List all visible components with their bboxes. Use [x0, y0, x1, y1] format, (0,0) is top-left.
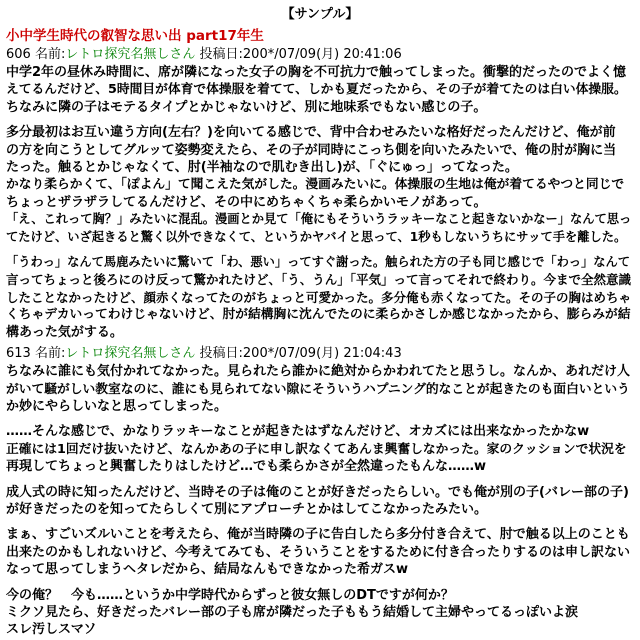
- post-number: 613: [6, 346, 31, 362]
- post-list: [6, 46, 634, 639]
- text-line: たった。触るとかじゃなくて、肘(半袖なので肌むき出し)が、「ぐにゅっ」ってなった。: [6, 160, 518, 176]
- text-line: 正確には1回だけ抜いたけど、なんかあの子に申し訳なくてあんま興奮しなかった。家のクッションで状況を: [6, 441, 627, 457]
- post-date: 200*/07/09(月) 20:41:06: [242, 47, 402, 62]
- poster-name: レトロ探究名無しさん: [65, 47, 196, 62]
- text-line: くちゃデカいってわけじゃないけど、肘が結構胸に沈んでたのに柔らかさしか感じなかったから、膨らみが結: [6, 307, 631, 323]
- post: [6, 46, 634, 341]
- text-line: したことなかったけど、顔赤くなってたのがちょっと可愛かった。多分俺も赤くなってた。その子の胸はめちゃ: [6, 289, 632, 305]
- post: [6, 345, 634, 639]
- paragraph: [6, 254, 634, 341]
- paragraph: [6, 587, 634, 639]
- text-line: 中学2年の昼休み時間に、席が隣になった女子の胸を不可抗力で触ってしまった。衝撃的だったのでよく憶: [6, 65, 627, 80]
- text-line: 今の俺？ 今も……というか中学時代からずっと彼女無しのDTですが何か？: [6, 587, 454, 603]
- paragraph: [6, 124, 634, 246]
- paragraph: [6, 363, 634, 415]
- text-line: の方を向こうとしてグルッて姿勢変えたら、その子が同時にこっち側を向いたみたいで、俺の肘が胸に当: [6, 142, 617, 158]
- paragraph: [6, 526, 634, 578]
- paragraph: [6, 423, 634, 475]
- thread-title: 小中学生時代の叡智な思い出 part17年生: [6, 28, 264, 44]
- text-line: スレ汚しスマソ: [6, 622, 97, 638]
- text-line: 出来たのかもしれないけど、今考えてみても、そういうことをするために付き合ったりするのは申し訳ない: [6, 544, 631, 560]
- text-line: なって思ってしまうヘタレだから、結局なんもできなかった希ガスw: [6, 562, 409, 578]
- post-header: [6, 46, 634, 64]
- post-header: [6, 345, 634, 363]
- sample-label: 【サンプル】: [281, 7, 359, 22]
- name-label: 名前:: [34, 346, 66, 362]
- text-line: ミクソ見たら、好きだったバレー部の子も席が隣だった子ももう結婚して主婦やってるっぽいよ涙: [6, 604, 579, 620]
- text-line: ……そんな感じで、かなりラッキーなことが起きたはずなんだけど、オカズには出来なかったかなw: [6, 424, 590, 440]
- post-number: 606: [6, 47, 31, 62]
- text-line: ちなみに誰にも気付かれてなかった。見られたら誰かに絶対からかわれてたと思うし。なんか、あれだけ人: [6, 364, 631, 380]
- paragraph: [6, 484, 634, 519]
- post-date: 200*/07/09(月) 21:04:43: [242, 346, 402, 362]
- text-line: まぁ、すごいズルいことを考えたら、俺が当時隣の子に告白したら多分付き合えて、肘で触る以上のことも: [6, 527, 630, 543]
- text-line: かなり柔らかくて、「ぽよん」て聞こえた気がした。漫画みたいに。体操服の生地は俺が着てるやつと同じで: [6, 177, 625, 193]
- text-line: 再現してちょっと興奮したりはしたけど…でも柔らかさが全然違ったもんな……w: [6, 459, 487, 475]
- text-line: 「え、これって胸？」みたいに混乱。漫画とか見て「俺にもそういうラッキーなこと起きないかなー」なんて思っ: [6, 212, 632, 227]
- text-line: が好きだったのを知ってたらしくて別にアプローチとかはしてこなかったみたい。: [6, 501, 488, 517]
- post-body: [6, 363, 634, 639]
- text-line: 成人式の時に知ったんだけど、当時その子は俺のことが好きだったらしい。でも俺が別の子(バレー部の子): [6, 484, 629, 500]
- date-label: 投稿日:: [199, 346, 243, 362]
- paragraph: [6, 64, 634, 116]
- text-line: 構あった気がする。: [6, 324, 123, 340]
- text-line: 多分最初はお互い違う方向(左右？)を向いてる感じで、背中合わせみたいな格好だったんだけど、俺が前: [6, 125, 616, 141]
- text-line: 「うわっ」なんて馬鹿みたいに驚いて「わ、悪い」ってすぐ謝った。触られた方の子も同じ感じで「わっ」なんて: [6, 255, 631, 270]
- text-line: てたけど、いざ起きると驚く以外できなくて、というかヤバイと思って、1秒もしないうちにサッて手を離した。: [6, 229, 627, 244]
- name-label: 名前:: [34, 47, 66, 62]
- text-line: ちょっとザラザラしてるんだけど、その中にめちゃくちゃ柔らかいモノがあって。: [6, 194, 487, 210]
- post-body: [6, 64, 634, 341]
- text-line: 言ってちょっと後ろにのけ反って驚かれたけど、「う、うん」「平気」って言ってそれで終わり。今まで全然意識: [6, 272, 632, 288]
- text-line: ちなみに隣の子はモテるタイプとかじゃないけど、別に地味系でもない感じの子。: [6, 99, 487, 115]
- date-label: 投稿日:: [199, 47, 243, 62]
- text-line: がいて騒がしい教室なのに、誰にも見られてない隙にそういうハプニング的なことが起きたのも面白いという: [6, 381, 630, 397]
- text-line: か妙にやらしいなと思ってしまった。: [6, 398, 228, 414]
- text-line: えてるんだけど、5時間目が体育で体操服を着てて、しかも夏だったから、その子が着てたのは白い体操服。: [6, 82, 627, 98]
- poster-name: レトロ探究名無しさん: [65, 346, 196, 362]
